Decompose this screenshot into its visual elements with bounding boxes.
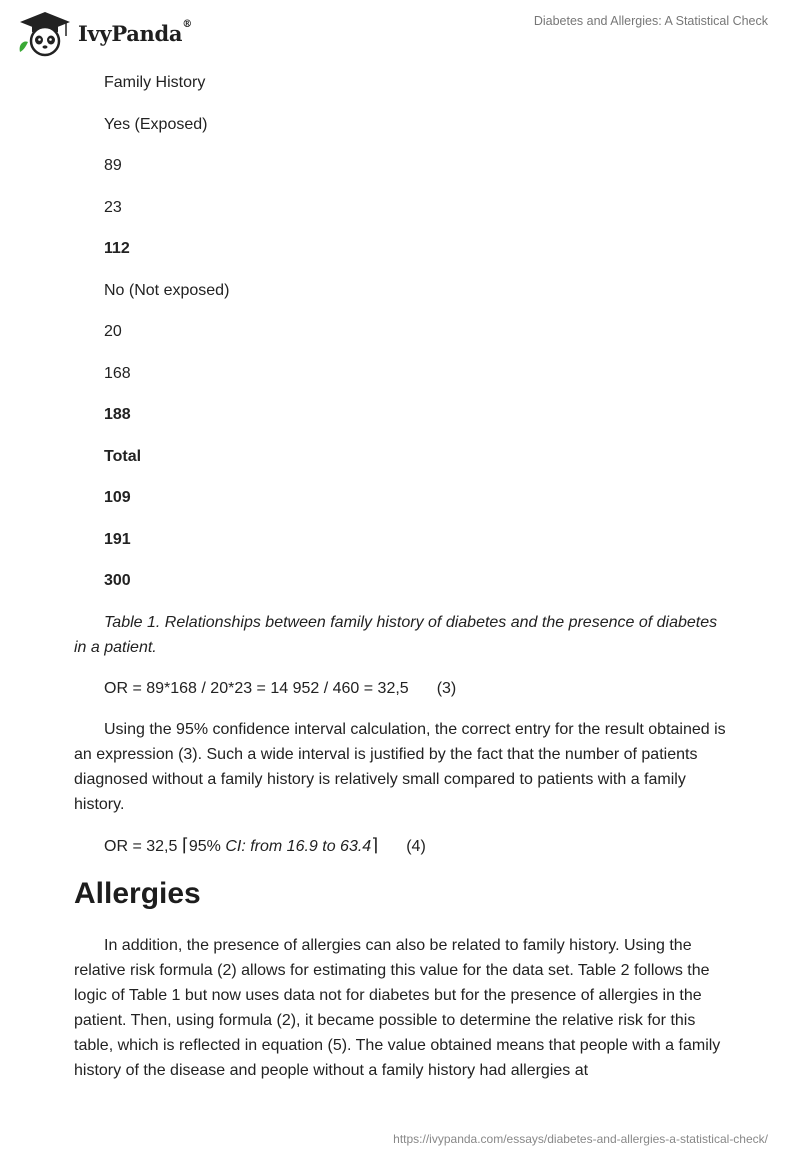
table-cell-total-diabetes: 109 — [104, 489, 131, 506]
equation-3-number: (3) — [436, 679, 457, 697]
table-cell-no-total: 188 — [104, 406, 131, 423]
document-title: Diabetes and Allergies: A Statistical Check — [533, 14, 768, 28]
page-header — [0, 0, 800, 64]
table-cell-no-not-exposed: No (Not exposed) — [104, 281, 230, 299]
document-body — [74, 70, 726, 1099]
table-cell-total-no-diabetes: 191 — [104, 530, 131, 548]
footer-url[interactable]: https://ivypanda.com/essays/diabetes-and-allergies-a-statistical-check/ — [393, 1132, 768, 1146]
table-cell-yes-no-diabetes: 23 — [104, 198, 122, 216]
ivypanda-logo[interactable] — [14, 8, 192, 58]
table-cell-total-label: Total — [104, 447, 142, 465]
equation-4-prefix: OR = 32,5 — [104, 837, 182, 855]
brand-name: IvyPanda® — [78, 18, 192, 46]
panda-graduate-icon — [14, 8, 76, 58]
equation-4-percent: 95% — [188, 837, 226, 855]
paragraph-allergies: In addition, the presence of allergies can also be related to family history. Using the relative risk formula (2) allows for estimating this value for the data set. Table 2 follows the logic of Table 1 but now uses data not for diabetes but for the presence of allergies in the patient. Then, using formula (2), it became possible to determine the relative risk for this table, which is reflected in equation (5). The value obtained means that people with a family history of the disease and people without a family history had allergies at — [74, 936, 721, 1079]
table-cell-family-history: Family History — [104, 74, 206, 91]
equation-4-ci: CI: from 16.9 to 63.4 — [225, 837, 372, 855]
table-cell-yes-exposed: Yes (Exposed) — [104, 115, 208, 133]
table-cell-grand-total: 300 — [104, 572, 131, 589]
equation-4-close-bracket: ⌉ — [371, 834, 379, 855]
paragraph-confidence-interval: Using the 95% confidence interval calculation, the correct entry for the result obtained is an expression (3). Such a wide interval is justified by the fact that the number of patients diagnosed without a family history is relatively small compared to patients with a family history. — [74, 720, 726, 813]
table-cell-yes-total: 112 — [104, 240, 130, 257]
table-caption: Table 1. Relationships between family history of diabetes and the presence of diabetes in a patient. — [74, 613, 718, 656]
equation-4-number: (4) — [406, 837, 426, 855]
equation-3-text: OR = 89*168 / 20*23 = 14 952 / 460 = 32,5 — [104, 679, 409, 697]
table-cell-yes-diabetes: 89 — [104, 157, 122, 174]
equation-3 — [74, 676, 726, 701]
equation-4 — [74, 833, 726, 859]
table-cell-no-no-diabetes: 168 — [104, 364, 131, 382]
equation-4-open-bracket: ⌈ — [181, 834, 189, 855]
section-heading-allergies: Allergies — [74, 876, 201, 910]
table-cell-no-diabetes: 20 — [104, 323, 122, 340]
